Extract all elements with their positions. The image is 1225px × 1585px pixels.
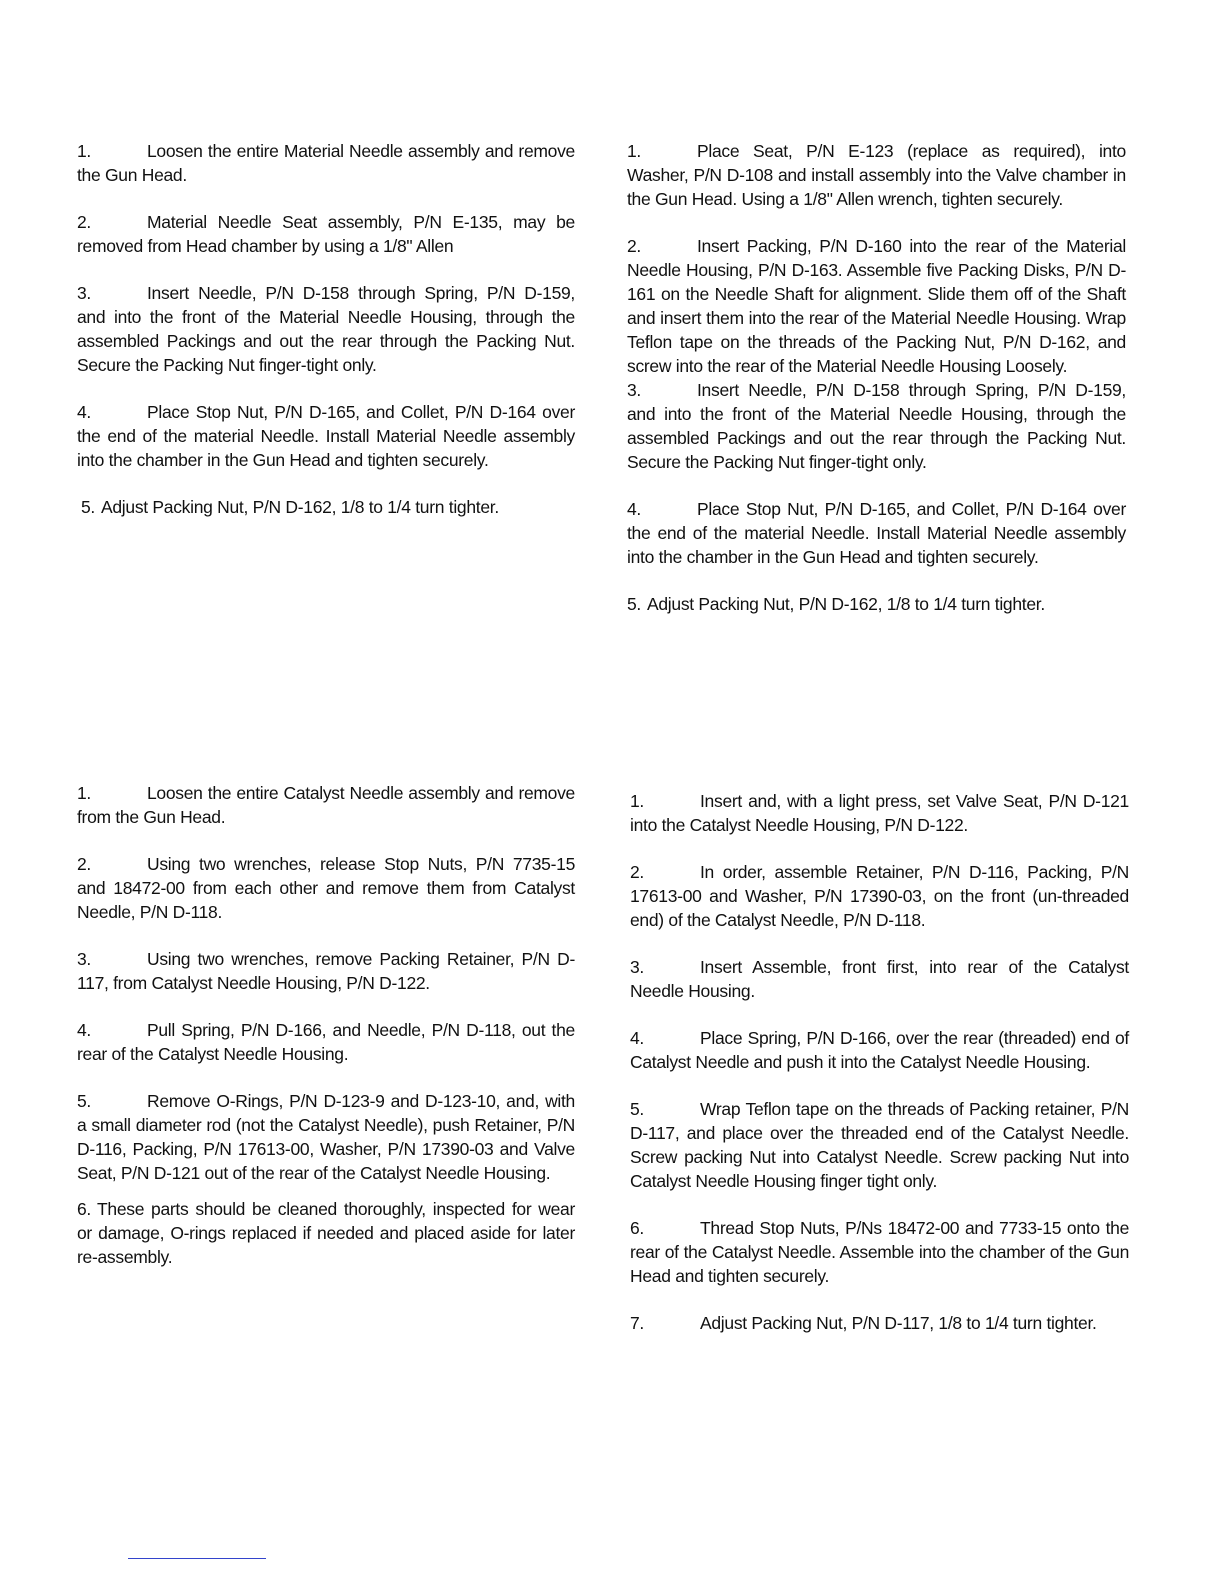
step-number: 5. xyxy=(630,1099,644,1119)
step-text: Insert Needle, P/N D-158 through Spring, P/N D-159, and into the front of the Material Needle Housing, through the assembled Packings and out the rear through the Packing Nut. Secure the Packing Nut finger-tight only. xyxy=(77,283,575,375)
step-number: 5. xyxy=(77,1091,91,1111)
step-text: Adjust Packing Nut, P/N D-162, 1/8 to 1/4 turn tighter. xyxy=(101,497,499,517)
catalyst-disassembly-steps xyxy=(77,781,575,1292)
step-number: 2. xyxy=(627,236,641,256)
step-item xyxy=(77,1197,575,1269)
step-number: 4. xyxy=(77,1020,91,1040)
step-item xyxy=(627,378,1126,474)
step-text: Place Spring, P/N D-166, over the rear (threaded) end of Catalyst Needle and push it into the Catalyst Needle Housing. xyxy=(630,1028,1129,1072)
step-number: 4. xyxy=(77,402,91,422)
step-item xyxy=(630,1026,1129,1074)
step-text: Material Needle Seat assembly, P/N E-135, may be removed from Head chamber by using a 1/8" Allen xyxy=(77,212,575,256)
step-item xyxy=(630,789,1129,837)
step-text: Remove O-Rings, P/N D-123-9 and D-123-10, and, with a small diameter rod (not the Catalyst Needle), push Retainer, P/N D-116, Packing, P/N 17613-00, Washer, P/N 17390-03 and Valve Seat, P/N D-121 out of the rear of the Catalyst Needle Housing. xyxy=(77,1091,575,1183)
step-number: 1. xyxy=(77,141,91,161)
step-item xyxy=(630,955,1129,1003)
step-number: 3. xyxy=(77,283,91,303)
footer-link-underline[interactable] xyxy=(128,1558,266,1559)
catalyst-assembly-steps xyxy=(630,789,1129,1358)
step-item xyxy=(77,400,575,472)
step-item xyxy=(77,1018,575,1066)
step-text: Wrap Teflon tape on the threads of Packing retainer, P/N D-117, and place over the threaded end of the Catalyst Needle. Screw packing Nut into Catalyst Needle. Screw packing Nut into Catalyst Needle Housing finger tight only. xyxy=(630,1099,1129,1191)
step-item xyxy=(77,210,575,258)
step-item xyxy=(77,947,575,995)
step-number: 1. xyxy=(627,141,641,161)
step-item xyxy=(627,497,1126,569)
step-number: 2. xyxy=(630,862,644,882)
step-text: Thread Stop Nuts, P/Ns 18472-00 and 7733-15 onto the rear of the Catalyst Needle. Assemble into the chamber of the Gun Head and tighten securely. xyxy=(630,1218,1129,1286)
step-item xyxy=(77,1089,575,1185)
step-item xyxy=(77,852,575,924)
step-number: 2. xyxy=(77,854,91,874)
material-assembly-steps xyxy=(627,139,1126,639)
step-number: 3. xyxy=(627,380,641,400)
step-text: Loosen the entire Material Needle assembly and remove the Gun Head. xyxy=(77,141,575,185)
step-item xyxy=(77,781,575,829)
step-text: Adjust Packing Nut, P/N D-162, 1/8 to 1/4 turn tighter. xyxy=(647,594,1045,614)
step-number: 4. xyxy=(627,499,641,519)
step-text: Place Seat, P/N E-123 (replace as required), into Washer, P/N D-108 and install assembly into the Valve chamber in the Gun Head. Using a 1/8" Allen wrench, tighten securely. xyxy=(627,141,1126,209)
step-text: Using two wrenches, release Stop Nuts, P/N 7735-15 and 18472-00 from each other and remove them from Catalyst Needle, P/N D-118. xyxy=(77,854,575,922)
step-number: 6. xyxy=(77,1199,91,1219)
step-text: Insert Assemble, front first, into rear of the Catalyst Needle Housing. xyxy=(630,957,1129,1001)
step-number: 1. xyxy=(77,783,91,803)
step-text: Insert and, with a light press, set Valve Seat, P/N D-121 into the Catalyst Needle Housing, P/N D-122. xyxy=(630,791,1129,835)
step-item xyxy=(630,1216,1129,1288)
step-text: Insert Needle, P/N D-158 through Spring, P/N D-159, and into the front of the Material Needle Housing, through the assembled Packings and out the rear through the Packing Nut. Secure the Packing Nut finger-tight only. xyxy=(627,380,1126,472)
step-text: Loosen the entire Catalyst Needle assembly and remove from the Gun Head. xyxy=(77,783,575,827)
step-item xyxy=(627,234,1126,378)
step-text: Place Stop Nut, P/N D-165, and Collet, P/N D-164 over the end of the material Needle. Install Material Needle assembly into the chamber in the Gun Head and tighten securely. xyxy=(627,499,1126,567)
step-text: Pull Spring, P/N D-166, and Needle, P/N D-118, out the rear of the Catalyst Needle Housing. xyxy=(77,1020,575,1064)
step-text: In order, assemble Retainer, P/N D-116, Packing, P/N 17613-00 and Washer, P/N 17390-03, on the front (un-threaded end) of the Catalyst Needle, P/N D-118. xyxy=(630,862,1129,930)
step-number: 3. xyxy=(77,949,91,969)
step-text: Using two wrenches, remove Packing Retainer, P/N D-117, from Catalyst Needle Housing, P/N D-122. xyxy=(77,949,575,993)
step-number: 2. xyxy=(77,212,91,232)
step-number: 6. xyxy=(630,1218,644,1238)
step-text: These parts should be cleaned thoroughly, inspected for wear or damage, O-rings replaced if needed and placed aside for later re-assembly. xyxy=(77,1199,575,1267)
step-item xyxy=(630,860,1129,932)
step-text: Insert Packing, P/N D-160 into the rear of the Material Needle Housing, P/N D-163. Assemble five Packing Disks, P/N D-161 on the Needle Shaft for alignment. Slide them off of the Shaft and insert them into the rear of the Material Needle Housing. Wrap Teflon tape on the threads of the Packing Nut, P/N D-162, and screw into the rear of the Material Needle Housing Loosely. xyxy=(627,236,1126,376)
step-number: 5. xyxy=(81,497,95,517)
step-item xyxy=(630,1097,1129,1193)
step-item xyxy=(77,495,575,519)
step-item xyxy=(630,1311,1129,1335)
step-number: 3. xyxy=(630,957,644,977)
step-text: Place Stop Nut, P/N D-165, and Collet, P/N D-164 over the end of the material Needle. Install Material Needle assembly into the chamber in the Gun Head and tighten securely. xyxy=(77,402,575,470)
step-text: Adjust Packing Nut, P/N D-117, 1/8 to 1/4 turn tighter. xyxy=(700,1313,1097,1333)
step-number: 1. xyxy=(630,791,644,811)
step-number: 7. xyxy=(630,1313,644,1333)
material-disassembly-steps xyxy=(77,139,575,542)
step-number: 4. xyxy=(630,1028,644,1048)
step-item xyxy=(627,592,1126,616)
step-item xyxy=(77,139,575,187)
step-item xyxy=(627,139,1126,211)
step-number: 5. xyxy=(627,594,641,614)
step-item xyxy=(77,281,575,377)
